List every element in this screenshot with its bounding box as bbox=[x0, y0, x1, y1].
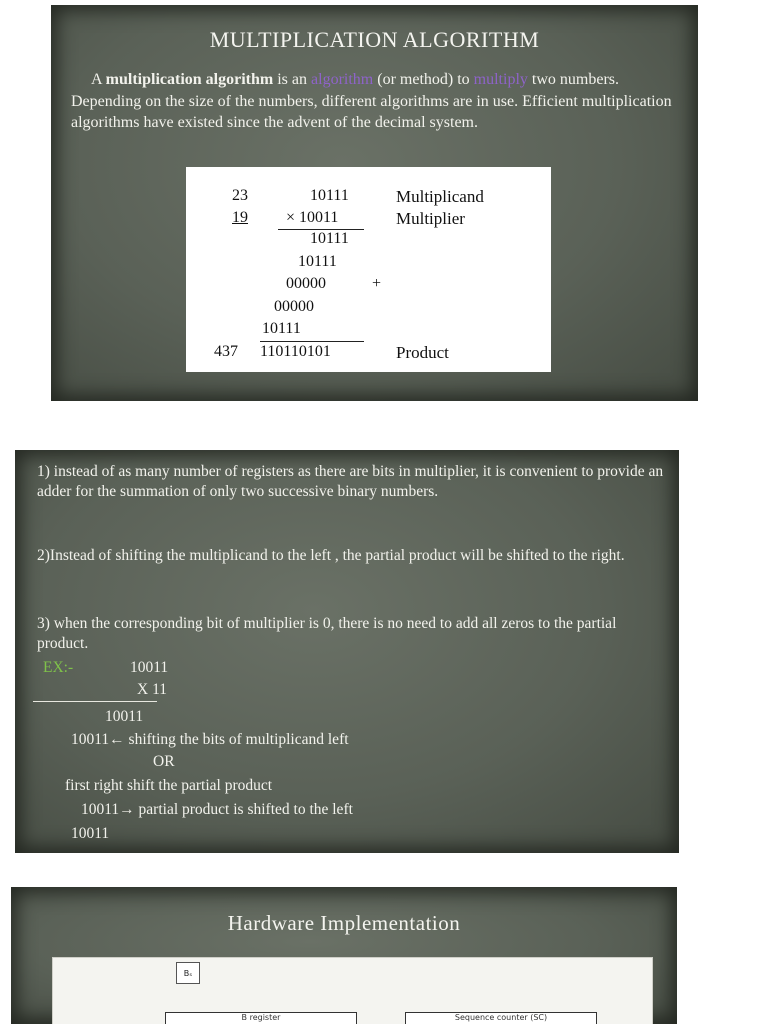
binary-multiplicand: 10111 bbox=[310, 187, 349, 204]
decimal-multiplicand: 23 bbox=[232, 187, 248, 204]
para-text: two numbers. Depending on the size of the numbers, different algorithms are in use. Efficient multiplication algorithms have existed since the advent of the decimal system. bbox=[71, 71, 672, 131]
slide-title: MULTIPLICATION ALGORITHM bbox=[209, 27, 540, 52]
plus-sign: + bbox=[372, 275, 382, 292]
partial-product: 00000 bbox=[274, 298, 314, 315]
decimal-product: 437 bbox=[214, 343, 238, 360]
point-3: 3) when the corresponding bit of multiplier is 0, there is no need to add all zeros to the partial product. bbox=[37, 615, 617, 652]
example-line: 10011 bbox=[105, 708, 144, 725]
multiplication-example-figure bbox=[186, 167, 551, 372]
label-multiplier: Multiplier bbox=[396, 209, 465, 228]
example-multiplier: X 11 bbox=[137, 681, 167, 698]
example-line: first right shift the partial product bbox=[65, 777, 273, 794]
partial-product: 10111 bbox=[298, 253, 337, 270]
multiply-link[interactable]: multiply bbox=[473, 71, 528, 88]
label-product: Product bbox=[396, 343, 449, 362]
point-1: 1) instead of as many number of registers as there are bits in multiplier, it is convenient to provide an adder for the summation of only two successive binary numbers. bbox=[37, 463, 664, 500]
binary-multiplier: × 10011 bbox=[286, 209, 339, 226]
slide-shift-rules bbox=[15, 450, 679, 853]
binary-product: 110110101 bbox=[260, 343, 331, 360]
label-multiplicand: Multiplicand bbox=[396, 187, 484, 206]
example-line: 10011 bbox=[71, 825, 110, 842]
rule-line bbox=[33, 701, 157, 702]
slide-hardware-implementation bbox=[11, 887, 677, 1024]
example-line: 10011→ partial product is shifted to the left bbox=[81, 801, 353, 818]
b-register-box: B register bbox=[165, 1012, 357, 1024]
example-label: EX:- bbox=[43, 659, 74, 676]
slide-multiplication-algorithm bbox=[51, 5, 698, 401]
partial-product: 10111 bbox=[262, 320, 301, 337]
example-line: 10011← shifting the bits of multiplicand left bbox=[71, 731, 349, 748]
sequence-counter-box: Sequence counter (SC) bbox=[405, 1012, 597, 1024]
hardware-diagram bbox=[52, 957, 653, 1024]
point-2: 2)Instead of shifting the multiplicand to the left , the partial product will be shifted to the right. bbox=[37, 547, 625, 564]
para-text: (or method) to bbox=[373, 71, 474, 88]
partial-product: 10111 bbox=[310, 230, 349, 247]
slide-title: Hardware Implementation bbox=[227, 911, 461, 935]
decimal-multiplier: 19 bbox=[232, 209, 248, 226]
bs-flipflop-box: Bₛ bbox=[176, 962, 200, 984]
para-bold-term: multiplication algorithm bbox=[105, 71, 274, 88]
intro-paragraph bbox=[71, 69, 678, 134]
para-text: A bbox=[91, 71, 106, 88]
example-or: OR bbox=[153, 753, 175, 770]
algorithm-link[interactable]: algorithm bbox=[311, 71, 374, 88]
example-multiplicand: 10011 bbox=[130, 659, 169, 676]
partial-product: 00000 bbox=[286, 275, 326, 292]
rule-line bbox=[260, 341, 364, 342]
para-text: is an bbox=[273, 71, 312, 88]
